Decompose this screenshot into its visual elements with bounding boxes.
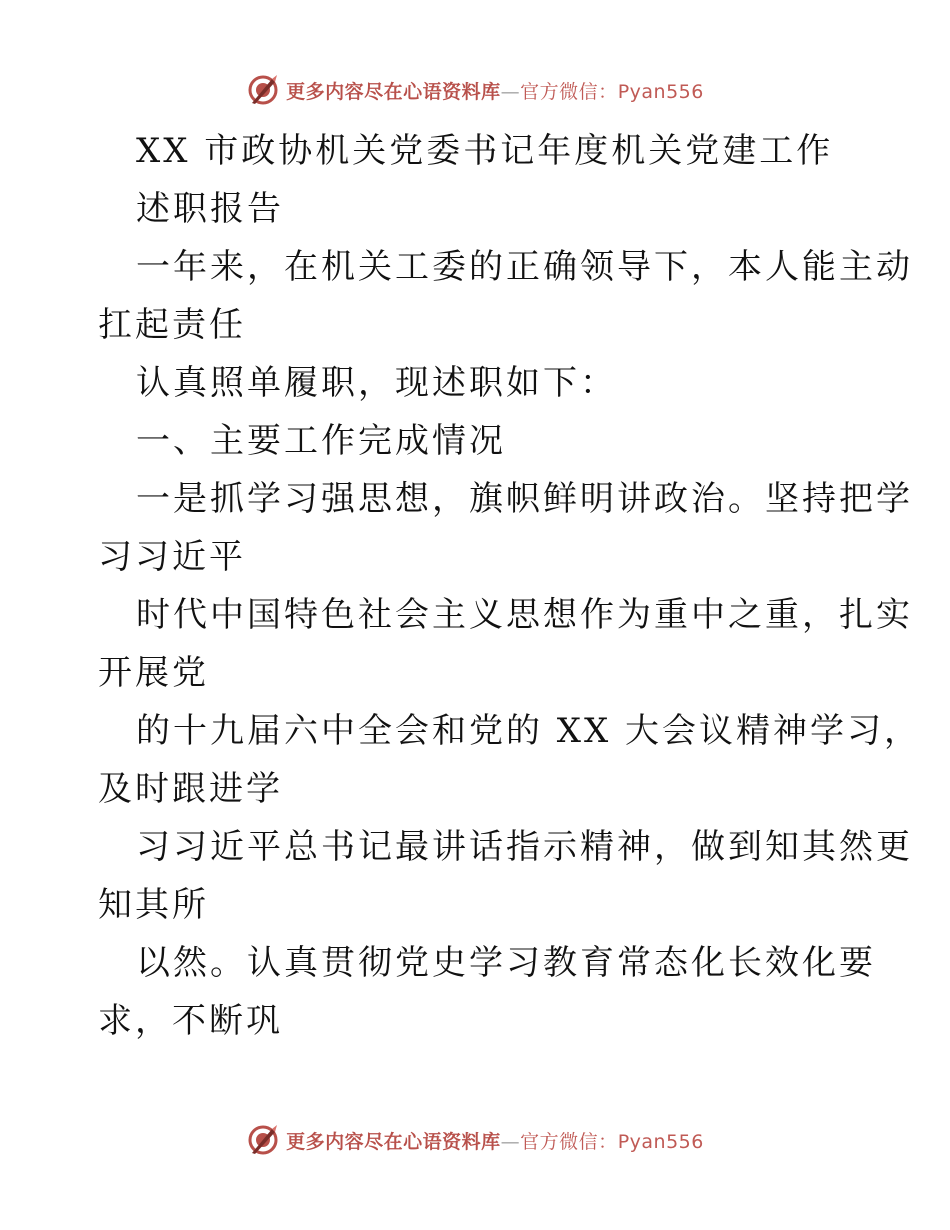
quill-logo-icon bbox=[246, 1123, 280, 1157]
paragraph bbox=[98, 470, 913, 586]
watermark-weixin-label: 官方微信： bbox=[520, 80, 618, 103]
section-heading bbox=[98, 412, 858, 470]
paragraph-first-line: 认真照单履职，现述职如下： bbox=[136, 363, 617, 403]
paragraph-first-line: 一是抓学习强思想，旗帜鲜明讲政治。坚持把学 bbox=[136, 479, 913, 519]
paragraph-continuation: 求，不断巩 bbox=[98, 1001, 283, 1041]
watermark-weixin-id: Pyan556 bbox=[617, 1130, 704, 1153]
watermark-brand: 更多内容尽在心语资料库 bbox=[286, 1130, 501, 1153]
paragraph-first-line: 以然。认真贯彻党史学习教育常态化长效化要 bbox=[136, 943, 876, 983]
paragraph-first-line: 一年来，在机关工委的正确领导下，本人能主动 bbox=[136, 247, 913, 287]
document-title-line-2: 述职报告 bbox=[136, 189, 284, 229]
paragraph-continuation: 习习近平 bbox=[98, 537, 246, 577]
watermark-weixin-id: Pyan556 bbox=[617, 80, 704, 103]
paragraph-continuation: 及时跟进学 bbox=[98, 769, 283, 809]
paragraph-continuation: 开展党 bbox=[98, 653, 209, 693]
header-watermark-banner bbox=[0, 72, 950, 108]
footer-watermark-banner bbox=[0, 1122, 950, 1158]
paragraph-first-line: 的十九届六中全会和党的 XX 大会议精神学习， bbox=[136, 711, 922, 751]
paragraph bbox=[98, 702, 922, 818]
watermark-separator: — bbox=[500, 80, 521, 103]
paragraph bbox=[98, 586, 913, 702]
paragraph-first-line: 习习近平总书记最讲话指示精神，做到知其然更 bbox=[136, 827, 913, 867]
paragraph bbox=[98, 354, 858, 412]
document-title-line-1: XX 市政协机关党委书记年度机关党建工作 bbox=[136, 131, 834, 171]
paragraph-continuation: 扛起责任 bbox=[98, 305, 246, 345]
watermark-brand: 更多内容尽在心语资料库 bbox=[286, 80, 501, 103]
paragraph bbox=[98, 818, 913, 934]
paragraph bbox=[98, 934, 876, 1050]
paragraph-first-line: 时代中国特色社会主义思想作为重中之重，扎实 bbox=[136, 595, 913, 635]
watermark-text bbox=[286, 1127, 704, 1154]
section-heading-text: 一、主要工作完成情况 bbox=[136, 421, 506, 461]
watermark-separator: — bbox=[500, 1130, 521, 1153]
paragraph bbox=[98, 238, 913, 354]
watermark-text bbox=[286, 77, 704, 104]
watermark-weixin-label: 官方微信： bbox=[520, 1130, 618, 1153]
quill-logo-icon bbox=[246, 73, 280, 107]
paragraph-continuation: 知其所 bbox=[98, 885, 209, 925]
document-body bbox=[98, 122, 922, 1050]
